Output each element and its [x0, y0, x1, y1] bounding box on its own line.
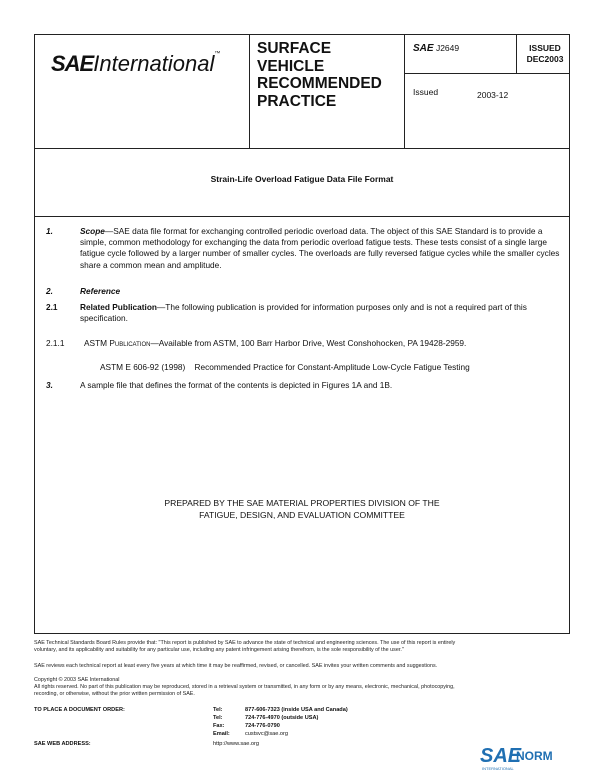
section-2 [46, 286, 561, 298]
header-col-divider-1 [249, 35, 250, 149]
section-heading: Reference [80, 286, 121, 296]
footer-copyright [34, 677, 570, 698]
header-col-divider-3 [516, 35, 517, 73]
section-2-1-1 [46, 338, 561, 350]
issued-box-bottom [516, 73, 569, 74]
logo-international-text: International [93, 51, 215, 76]
web-link[interactable]: http://www.sae.org [213, 741, 260, 747]
header-col-divider-2 [404, 35, 405, 149]
fax-number: 724-776-0790 [245, 723, 280, 729]
footer-review: SAE reviews each technical report at least every five years at which time it may be reaffirmed, revised, or cancelled. SAE invites your written comments and suggestions. [34, 663, 438, 669]
doc-type-line: PRACTICE [257, 92, 337, 110]
section-number: 3. [46, 380, 53, 390]
logo-tm: ™ [214, 51, 221, 57]
doc-prefix: SAE [413, 43, 434, 54]
tel-number-2: 724-776-4970 (outside USA) [245, 715, 319, 721]
tel-label-2: Tel: [213, 715, 223, 721]
email-label: Email: [213, 731, 230, 737]
section-heading: ASTM Publication [84, 338, 151, 348]
email-link[interactable]: custsvc@sae.org [245, 731, 288, 737]
sae-norm-watermark [480, 742, 590, 777]
section-body: —Available from ASTM, 100 Barr Harbor Drive, West Conshohocken, PA 19428-2959. [150, 338, 467, 348]
section-2-1-1-text [84, 338, 561, 349]
doc-type-line: VEHICLE [257, 57, 325, 75]
footer-rules [34, 640, 570, 654]
tel-number-1: 877-606-7323 (inside USA and Canada) [245, 707, 348, 713]
footer-rights-line-2: recording, or otherwise, without the prior written permission of SAE. [34, 691, 195, 697]
issued-box-line1: ISSUED [529, 43, 561, 53]
title-divider [35, 216, 569, 217]
astm-reference [46, 362, 561, 374]
section-2-1 [46, 302, 561, 326]
section-number: 2. [46, 286, 53, 296]
order-label: TO PLACE A DOCUMENT ORDER: [34, 707, 125, 713]
doc-type-line: RECOMMENDED [257, 75, 382, 92]
section-number: 2.1 [46, 302, 58, 312]
document-frame [34, 34, 570, 634]
issued-label: Issued [413, 87, 439, 97]
doc-number-value: J2649 [435, 43, 460, 53]
issued-date: 2003-12 [477, 90, 509, 100]
docnum-divider [404, 73, 516, 74]
astm-reference-text: ASTM E 606-92 (1998) Recommended Practice for Constant-Amplitude Low-Cycle Fatigue Testing [100, 362, 470, 372]
web-label: SAE WEB ADDRESS: [34, 741, 91, 747]
footer-copyright-line: Copyright © 2003 SAE International [34, 677, 120, 683]
section-body: —SAE data file format for exchanging controlled periodic overload data. The object of this SAE Standard is to provide a simple, common methodology for exchanging the data from periodic overload fatigue tests. These tests consist of a single large fatigue cycle followed by a larger number of smaller cycles. The overloads are fully reversed fatigue cycles while the smaller cycles share a common mean and amplitude. [80, 226, 560, 270]
section-body: —The following publication is provided for information purposes only and is not a required part of this specification. [80, 302, 527, 324]
doc-type-line: SURFACE [257, 40, 332, 57]
issued-box-line2: DEC2003 [526, 54, 564, 64]
header-divider [35, 148, 569, 149]
footer-rules-line-1: SAE Technical Standards Board Rules provide that: "This report is published by SAE to advance the state of technical and engineering sciences. The use of this report is entirely [34, 640, 456, 646]
prepared-line-2: FATIGUE, DESIGN, AND EVALUATION COMMITTEE [199, 510, 405, 520]
fax-label: Fax: [213, 723, 225, 729]
section-3 [46, 380, 561, 392]
section-1 [46, 226, 561, 286]
prepared-by [35, 497, 569, 521]
section-2-1-text [80, 302, 561, 324]
footer-rules-line-2: voluntary, and its applicability and suitability for any particular use, including any patent infringement arising therefrom, is the sole responsibility of the user." [34, 647, 404, 653]
section-heading: Related Publication [80, 302, 157, 312]
document-number [413, 43, 459, 54]
document-type [257, 40, 382, 110]
section-body: A sample file that defines the format of the contents is depicted in Figures 1A and 1B. [80, 380, 393, 390]
section-number: 2.1.1 [46, 338, 65, 348]
section-number: 1. [46, 226, 53, 236]
section-heading: Scope [80, 226, 105, 236]
sae-norm-logo-icon [480, 742, 590, 772]
watermark-tagline: INTERNATIONAL [482, 766, 514, 771]
document-title: Strain-Life Overload Fatigue Data File Format [210, 174, 394, 184]
watermark-norm-text: NORM [516, 749, 553, 763]
sae-international-logo [51, 51, 220, 77]
tel-label: Tel: [213, 707, 223, 713]
section-1-text [80, 226, 561, 271]
prepared-line-1: PREPARED BY THE SAE MATERIAL PROPERTIES DIVISION OF THE [164, 498, 440, 508]
logo-sae-text: SAE [51, 51, 94, 76]
watermark-sae-text: SAE [480, 745, 522, 767]
issued-box [519, 43, 571, 65]
footer-rights-line-1: All rights reserved. No part of this publication may be reproduced, stored in a retrieval system or transmitted, in any form or by any means, electronic, mechanical, photocopying, [34, 684, 455, 690]
